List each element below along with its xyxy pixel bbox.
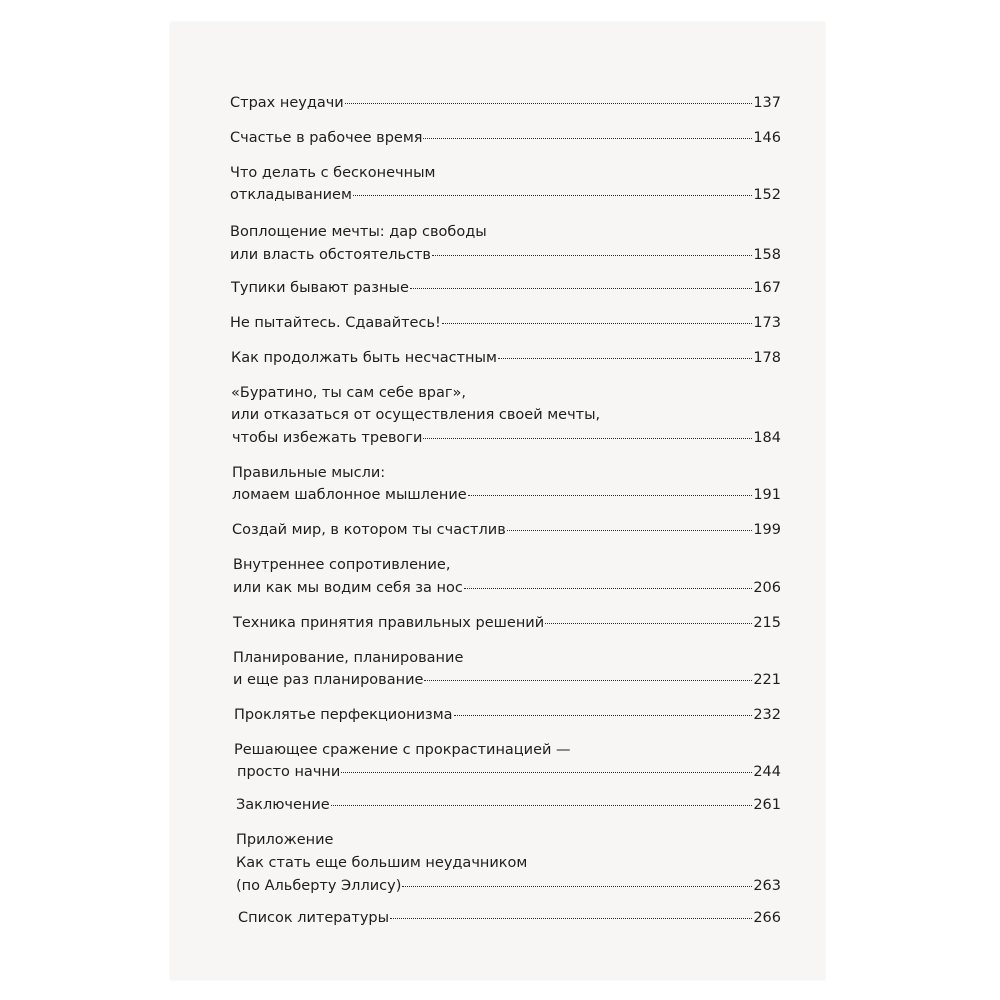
toc-page-number: 146 [753,130,781,146]
toc-entry-line [232,463,781,483]
toc-entry-title: Страх неудачи [230,95,344,111]
toc-entry-title: Приложение [236,832,334,848]
toc-leader-dots [353,194,752,196]
toc-entry-title: Воплощение мечты: дар свободы [230,224,487,240]
toc-entry [233,670,781,690]
toc-page-number: 244 [753,764,781,780]
toc-entry-title: Счастье в рабочее время [230,130,423,146]
toc-leader-dots [423,437,752,439]
toc-page-number: 232 [753,707,781,723]
toc-page-number: 215 [753,615,781,631]
toc-leader-dots [390,917,752,919]
toc-leader-dots [341,771,752,773]
toc-entry-title: (по Альберту Эллису) [236,878,402,894]
toc-page-number: 152 [753,187,781,203]
toc-entry-line [233,648,781,668]
toc-entry [236,795,781,815]
toc-entry-title: Как продолжать быть несчастным [231,350,497,366]
toc-entry-title: Внутреннее сопротивление, [233,557,451,573]
toc-leader-dots [345,102,753,104]
toc-page-number: 184 [753,430,781,446]
toc-entry [231,278,781,298]
toc-page-number: 191 [753,487,781,503]
toc-entry-title: или отказаться от осуществления своей мечты, [231,407,601,423]
toc-page-number: 261 [753,797,781,813]
toc-entry-title: Создай мир, в котором ты счастлив [232,522,506,538]
toc-leader-dots [424,679,752,681]
toc-entry-title: Техника принятия правильных решений [233,615,545,631]
toc-entry [230,245,781,265]
toc-page-number: 206 [753,580,781,596]
toc-leader-dots [464,587,752,589]
book-page [170,22,825,980]
toc-entry-line [236,830,781,850]
toc-entry [238,908,781,928]
toc-leader-dots [402,885,752,887]
toc-entry [236,876,781,896]
toc-leader-dots [442,322,753,324]
toc-entry-title: ломаем шаблонное мышление [232,487,467,503]
toc-entry [232,520,781,540]
toc-leader-dots [432,254,752,256]
toc-page-number: 173 [753,315,781,331]
toc-leader-dots [545,622,752,624]
toc-entry [237,762,781,782]
toc-entry [230,313,781,333]
toc-leader-dots [468,494,753,496]
toc-entry-line [230,222,781,242]
toc-entry-title: чтобы избежать тревоги [232,430,423,446]
toc-page-number: 137 [753,95,781,111]
toc-leader-dots [507,529,753,531]
toc-page-number: 167 [753,280,781,296]
toc-entry-title: Проклятье перфекционизма [234,707,453,723]
toc-leader-dots [423,137,752,139]
toc-entry [232,485,781,505]
toc-entry [232,428,781,448]
toc-entry-title: Решающее сражение с прокрастинацией — [234,742,571,758]
toc-entry [230,93,781,113]
toc-page-number: 263 [753,878,781,894]
toc-entry-line [230,163,781,183]
toc-entry [233,613,781,633]
toc-entry [233,578,781,598]
toc-entry-line [233,555,781,575]
toc-entry-title: Планирование, планирование [233,650,464,666]
toc-leader-dots [454,714,753,716]
toc-entry-title: Как стать еще большим неудачником [236,855,528,871]
toc-entry-title: Список литературы [238,910,390,926]
toc-entry-line [234,740,781,760]
toc-entry [230,128,781,148]
toc-entry-title: Что делать с бесконечным [230,165,436,181]
toc-page-number: 158 [753,247,781,263]
toc-leader-dots [410,287,752,289]
toc-entry-title: Не пытайтесь. Сдавайтесь! [230,315,441,331]
toc-entry-title: и еще раз планирование [233,672,424,688]
toc-page-number: 266 [753,910,781,926]
toc-entry [231,348,781,368]
toc-leader-dots [498,357,752,359]
toc-entry-line [231,405,781,425]
toc-entry [230,185,781,205]
toc-entry [234,705,781,725]
toc-page-number: 221 [753,672,781,688]
toc-entry-line [236,853,781,873]
toc-entry-title: или власть обстоятельств [230,247,431,263]
toc-page-number: 199 [753,522,781,538]
toc-entry-title: просто начни [237,764,341,780]
toc-entry-title: «Буратино, ты сам себе враг», [231,385,466,401]
toc-entry-title: Заключение [236,797,330,813]
toc-entry-title: Правильные мысли: [232,465,386,481]
toc-entry-title: Тупики бывают разные [231,280,409,296]
toc-entry-line [231,383,781,403]
toc-page-number: 178 [753,350,781,366]
toc-entry-title: или как мы водим себя за нос [233,580,463,596]
toc-entry-title: откладыванием [230,187,352,203]
toc-leader-dots [331,804,753,806]
